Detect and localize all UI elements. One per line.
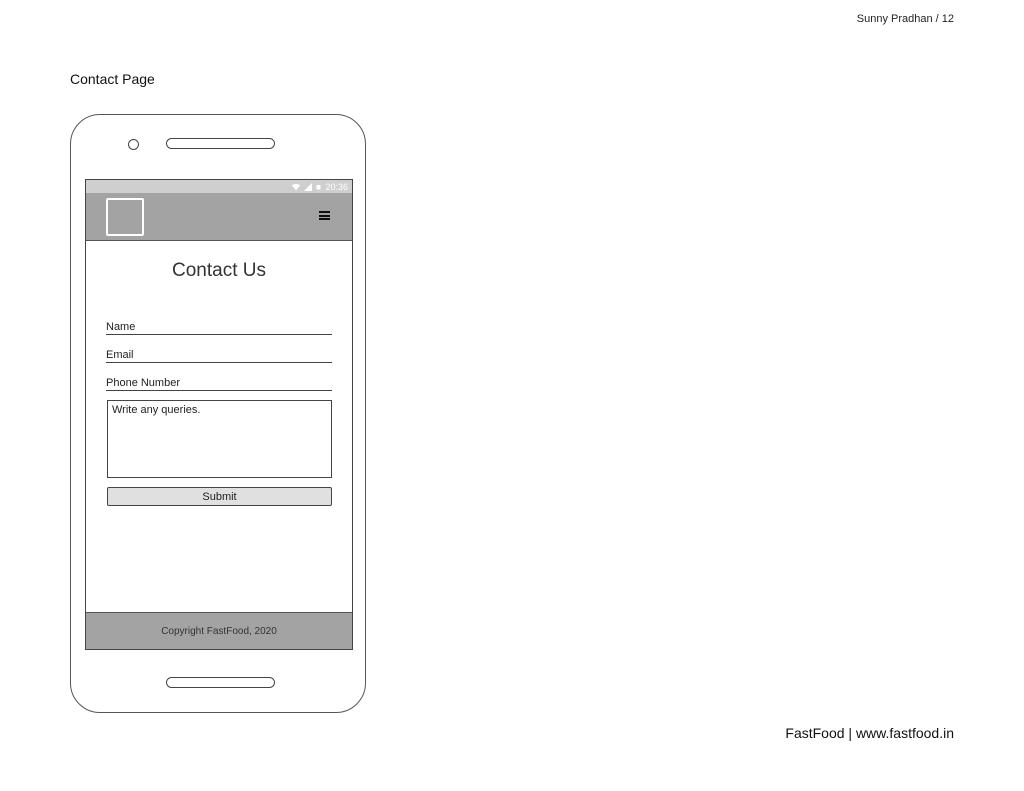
- contact-heading: Contact Us: [172, 260, 266, 281]
- speaker-grille: [166, 138, 275, 149]
- hamburger-menu-icon[interactable]: [319, 211, 330, 220]
- contact-form: [86, 241, 352, 612]
- camera-icon: [128, 139, 139, 150]
- phone-mockup: [70, 114, 366, 713]
- email-input[interactable]: [106, 347, 332, 363]
- submit-button[interactable]: Submit: [107, 487, 332, 506]
- document-header: Sunny Pradhan / 12: [856, 13, 954, 25]
- logo-placeholder[interactable]: [106, 198, 144, 236]
- status-time: 20:36: [325, 181, 348, 192]
- query-textarea[interactable]: [107, 400, 332, 478]
- home-button[interactable]: [166, 677, 275, 688]
- wifi-icon: [292, 183, 300, 191]
- name-field-wrapper: [106, 317, 332, 335]
- battery-icon: [316, 183, 321, 191]
- name-input[interactable]: [106, 319, 332, 335]
- app-footer: [86, 612, 352, 649]
- document-footer: FastFood | www.fastfood.in: [785, 725, 954, 741]
- page-title: Contact Page: [70, 71, 155, 87]
- signal-icon: [304, 183, 312, 191]
- phone-screen: [85, 179, 353, 650]
- email-field-wrapper: [106, 345, 332, 363]
- phone-input[interactable]: [106, 375, 332, 391]
- copyright-text: Copyright FastFood, 2020: [161, 625, 277, 637]
- status-bar: [86, 180, 352, 193]
- app-bar: [86, 193, 352, 241]
- phone-field-wrapper: [106, 373, 332, 391]
